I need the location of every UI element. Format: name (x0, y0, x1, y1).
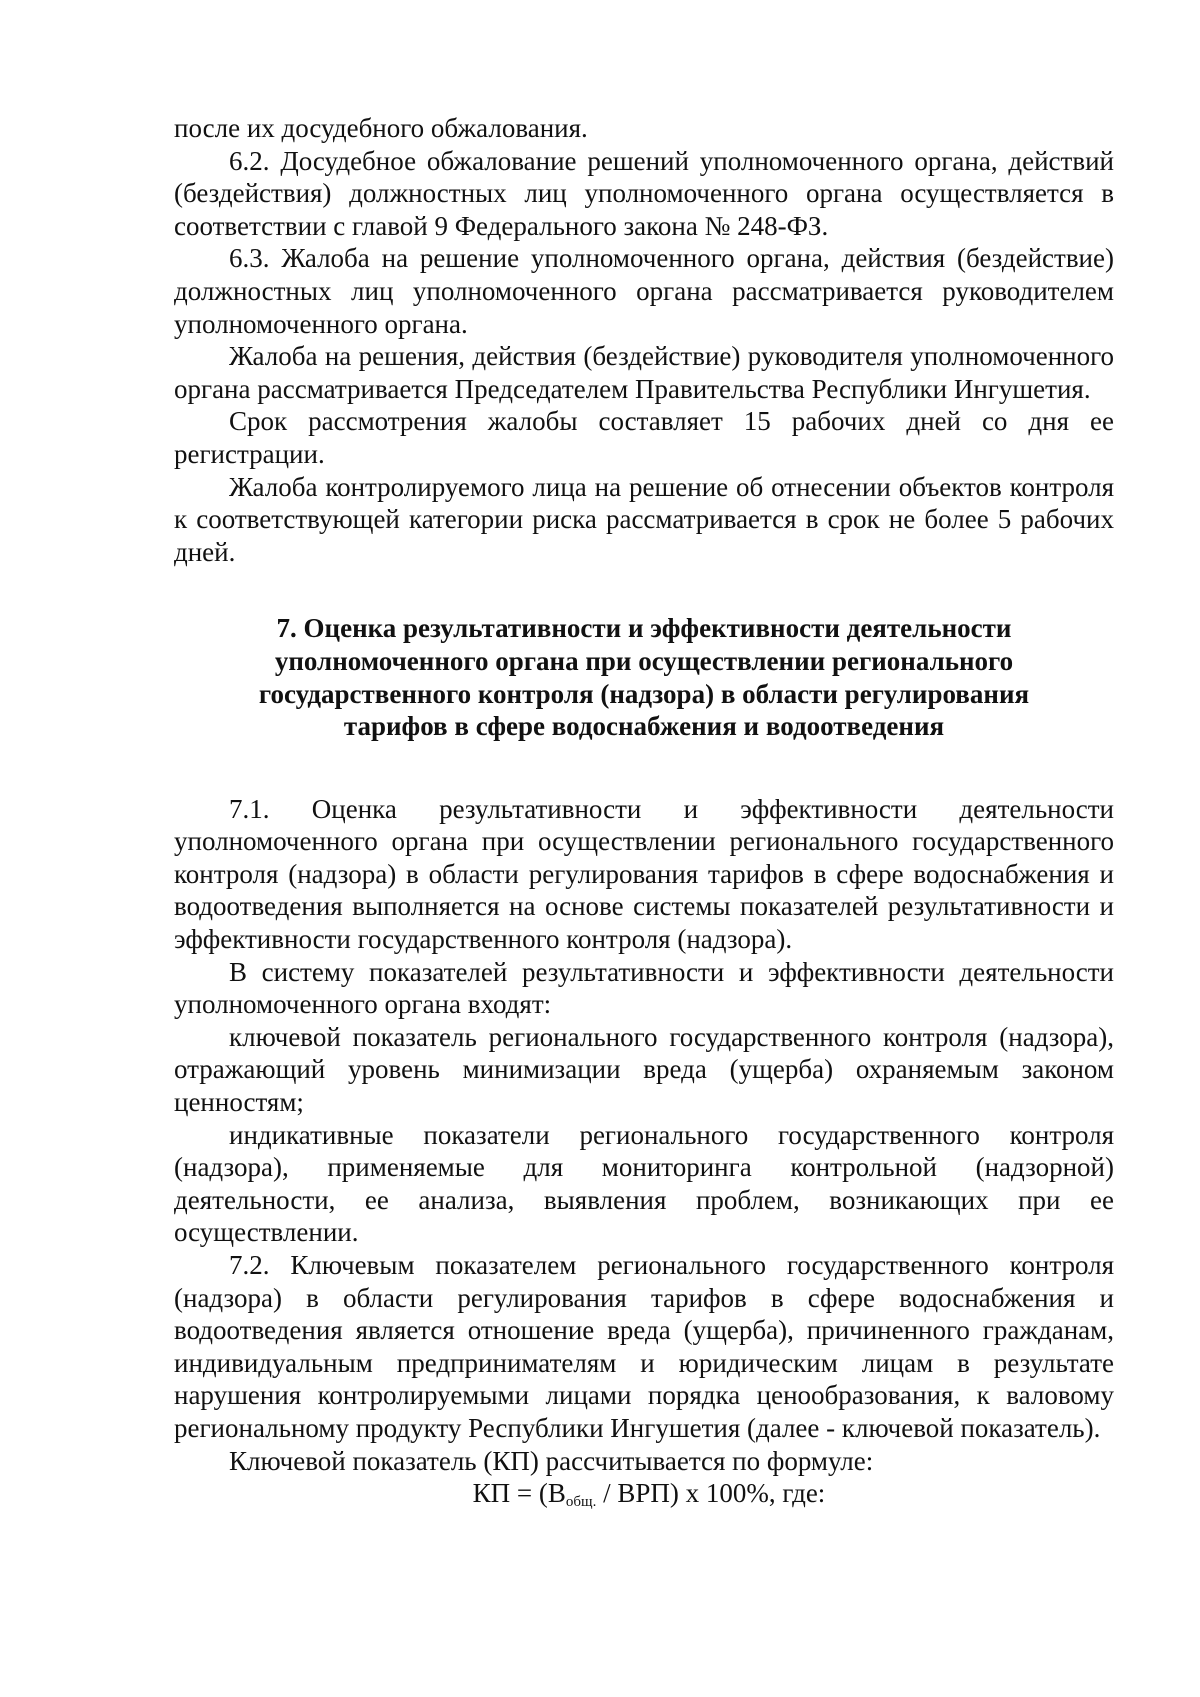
paragraph-6-3: 6.3. Жалоба на решение уполномоченного органа, действия (бездействие) должностных лиц уполномоченного органа рассматривается руководителем уполномоченного органа. (174, 243, 1114, 339)
formula-subscript: общ. (565, 1494, 597, 1511)
key-indicator-formula (174, 1477, 1114, 1510)
paragraph-indicative-indicators: индикативные показатели регионального государственного контроля (надзора), применяемые для мониторинга контрольной (надзорной) деятельности, ее анализа, выявления проблем, возникающих при ее осуществлении. (174, 1119, 1114, 1248)
paragraph-7-2: 7.2. Ключевым показателем регионального государственного контроля (надзора) в области регулирования тарифов в сфере водоснабжения и водоотведения является отношение вреда (ущерба), причиненного гражданам, индивидуальным предпринимателям и юридическим лицам в результате нарушения контролируемыми лицами порядка ценообразования, к валовому региональному продукту Республики Ингушетия (далее - ключевой показатель). (174, 1250, 1114, 1443)
heading-line: 7. Оценка результативности и эффективности деятельности (276, 613, 1012, 644)
paragraph-formula-intro: Ключевой показатель (КП) рассчитывается по формуле: (229, 1445, 874, 1476)
paragraph-complaint-head: Жалоба на решения, действия (бездействие) руководителя уполномоченного органа рассматривается Председателем Правительства Республики Ингушетия. (174, 341, 1114, 404)
document-page (174, 112, 1114, 1510)
heading-line: уполномоченного органа при осуществлении регионального (274, 645, 1014, 676)
heading-line: государственного контроля (надзора) в области регулирования (258, 678, 1030, 709)
paragraph-risk-category: Жалоба контролируемого лица на решение об отнесении объектов контроля к соответствующей категории риска рассматривается в срок не более 5 рабочих дней. (174, 471, 1114, 567)
intro-line: после их досудебного обжалования. (174, 113, 588, 143)
paragraph-indicator-system: В систему показателей результативности и эффективности деятельности уполномоченного органа входят: (174, 956, 1114, 1020)
paragraph-6-2: 6.2. Досудебное обжалование решений уполномоченного органа, действий (бездействия) должностных лиц уполномоченного органа осуществляется в соответствии с главой 9 Федерального закона № 248-ФЗ. (174, 145, 1114, 241)
section-7-heading (174, 612, 1114, 742)
formula-right: / ВРП) х 100%, где: (596, 1478, 826, 1509)
paragraph-7-1: 7.1. Оценка результативности и эффективности деятельности уполномоченного органа при осуществлении регионального государственного контроля (надзора) в области регулирования тарифов в сфере водоснабжения и водоотведения выполняется на основе системы показателей результативности и эффективности государственного контроля (надзора). (174, 793, 1114, 955)
paragraph-review-term: Срок рассмотрения жалобы составляет 15 рабочих дней со дня ее регистрации. (174, 406, 1114, 469)
heading-line: тарифов в сфере водоснабжения и водоотведения (343, 711, 945, 742)
formula-left: КП = (В (472, 1478, 566, 1509)
paragraph-key-indicator: ключевой показатель регионального государственного контроля (надзора), отражающий уровень минимизации вреда (ущерба) охраняемым законом ценностям; (174, 1021, 1114, 1118)
